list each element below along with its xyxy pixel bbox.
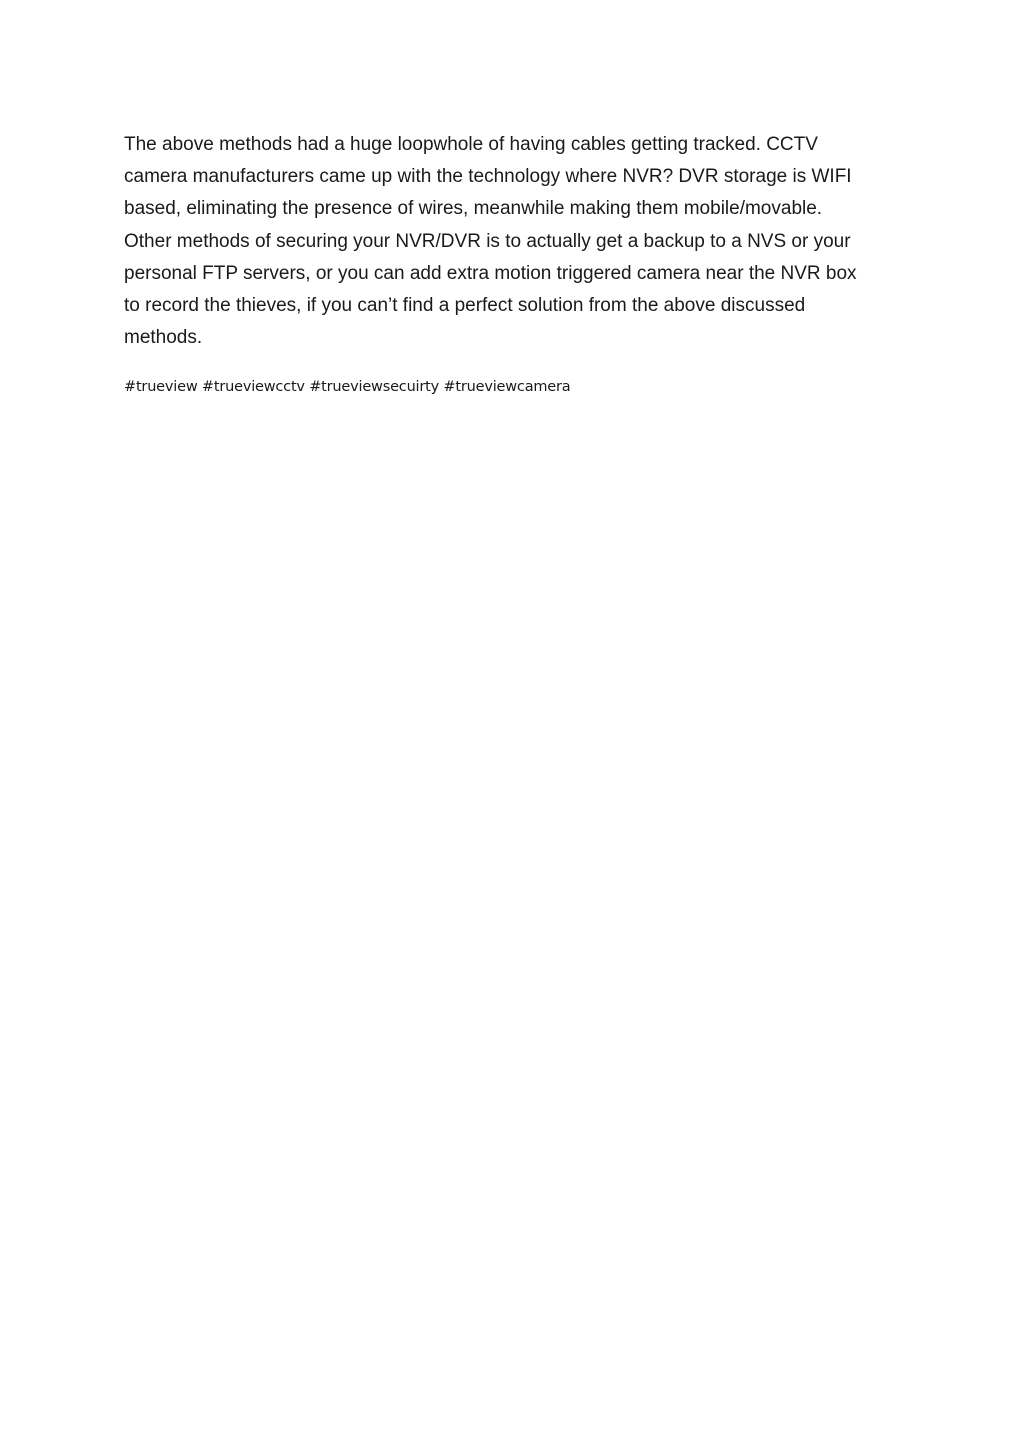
- paragraph-line: camera manufacturers came up with the technology where NVR? DVR storage is WIFI: [124, 166, 852, 188]
- paragraph-line: Other methods of securing your NVR/DVR is to actually get a backup to a NVS or your: [124, 230, 851, 252]
- paragraph-line: methods.: [124, 327, 203, 349]
- paragraph-line: to record the thieves, if you can’t find a perfect solution from the above discussed: [124, 295, 806, 317]
- body-paragraph: [124, 129, 904, 354]
- paragraph-line: personal FTP servers, or you can add extra motion triggered camera near the NVR box: [124, 262, 857, 284]
- paragraph-line: based, eliminating the presence of wires, meanwhile making them mobile/movable.: [124, 198, 823, 220]
- paragraph-line: The above methods had a huge loopwhole of having cables getting tracked. CCTV: [124, 134, 818, 155]
- hashtags-line: #trueview #trueviewcctv #trueviewsecuirty #trueviewcamera: [124, 379, 571, 395]
